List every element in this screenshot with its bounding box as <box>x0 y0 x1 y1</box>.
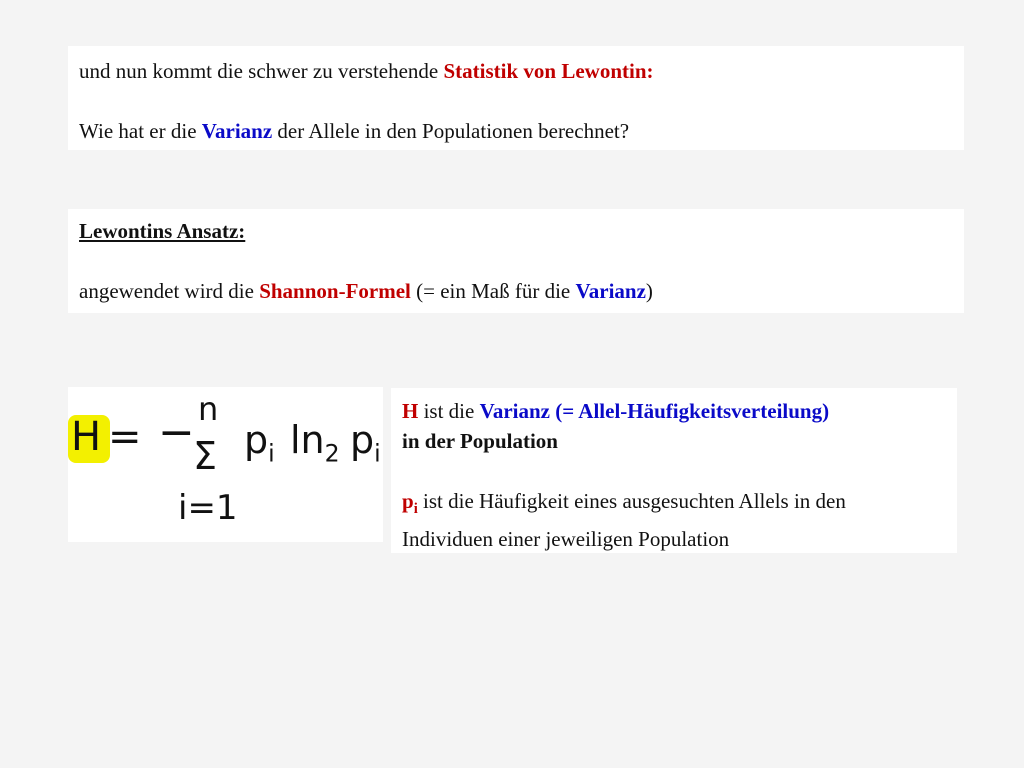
formula-p2-sub: i <box>374 439 381 468</box>
formula-p1: $p_i$ <box>244 418 275 468</box>
formula-lhs: H <box>71 414 102 460</box>
formula-ln: $\ln_2$ <box>290 418 340 468</box>
question-line <box>79 116 964 146</box>
p-symbol: $p_i$ <box>402 489 418 518</box>
approach-prefix: angewendet wird die <box>79 279 260 303</box>
formula-sigma: Σ <box>193 434 218 478</box>
formula-minus: − <box>158 407 195 458</box>
question-term: Varianz <box>201 119 273 143</box>
question-suffix: der Allele in den Populationen berechnet? <box>272 119 630 143</box>
intro-prefix: und nun kommt die schwer zu verstehende <box>79 59 444 83</box>
intro-box <box>68 46 964 150</box>
explanation-box <box>391 388 957 553</box>
formula-upper-limit: n <box>198 390 219 428</box>
p-symbol-sub: i <box>413 501 418 518</box>
approach-box <box>68 209 964 313</box>
h-line2: in der Population <box>402 429 558 453</box>
approach-line <box>79 276 964 306</box>
p-line2: Individuen einer jeweiligen Population <box>402 527 730 552</box>
p-text: ist die Häufigkeit eines ausgesuchten Allels in den <box>417 489 846 513</box>
h-explanation <box>402 396 957 426</box>
h-symbol: H <box>402 399 419 423</box>
question-prefix: Wie hat er die <box>79 119 202 143</box>
intro-highlight: Statistik von Lewontin: <box>443 59 654 83</box>
approach-formula-name: Shannon-Formel <box>259 279 411 303</box>
approach-term: Varianz <box>575 279 646 303</box>
approach-suffix: ) <box>645 279 653 303</box>
approach-mid: (= ein Maß für die <box>410 279 576 303</box>
approach-heading: Lewontins Ansatz: <box>79 219 246 243</box>
formula-lower-limit: i=1 <box>178 488 238 528</box>
p-explanation <box>402 486 957 524</box>
formula-equals: = <box>108 414 142 460</box>
h-text: ist die <box>418 399 480 423</box>
h-term: Varianz (= Allel-Häufigkeitsverteilung) <box>479 399 830 423</box>
intro-line <box>79 56 964 86</box>
shannon-formula <box>68 387 383 542</box>
formula-p2: $p_i$ <box>350 418 381 468</box>
formula-ln-sub: 2 <box>324 439 340 468</box>
formula-p1-sub: i <box>268 439 275 468</box>
